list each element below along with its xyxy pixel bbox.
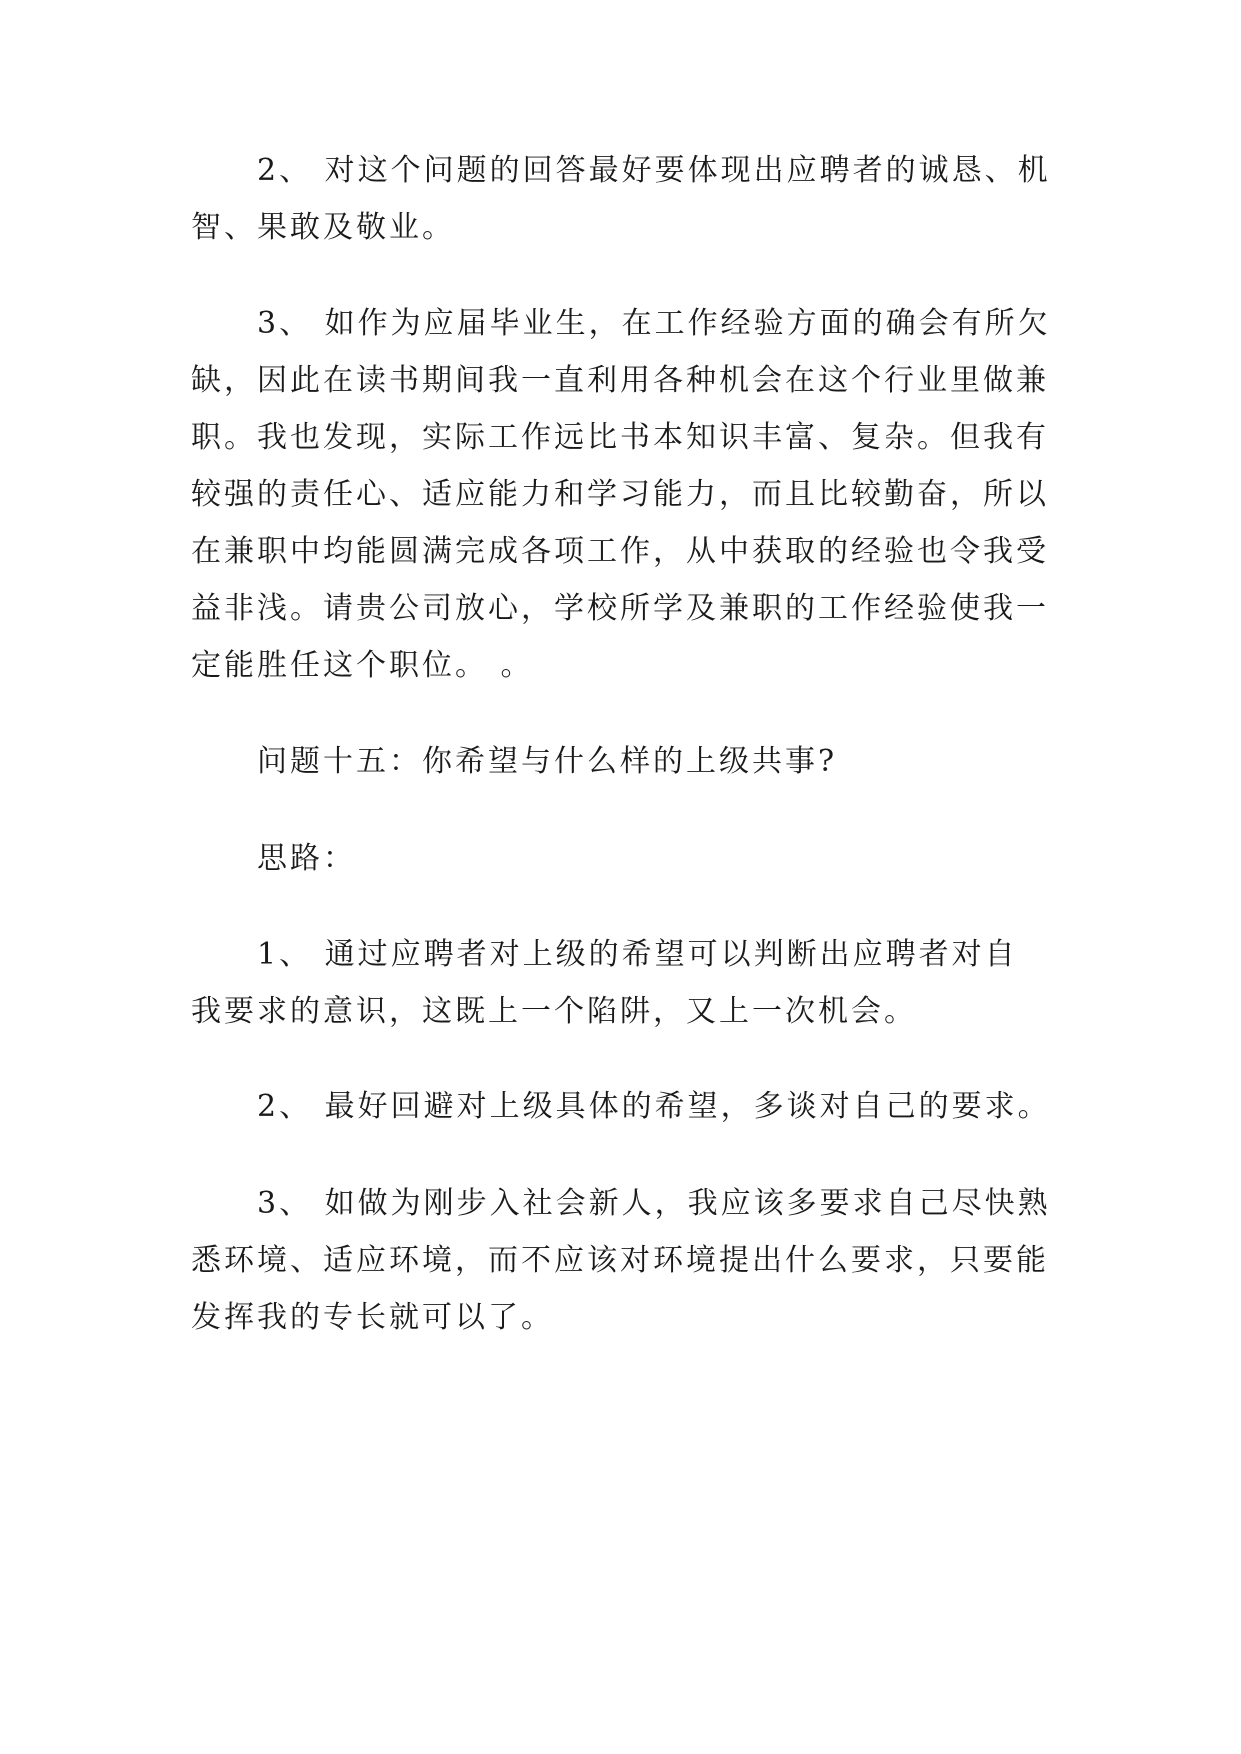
paragraph-line: 思路：: [257, 841, 356, 876]
paragraph-point-2-avoid: [191, 1078, 1071, 1135]
paragraph-line: 3、 如做为刚步入社会新人，我应该多要求自己尽快熟: [257, 1186, 1051, 1221]
paragraph-point-2-sincerity: [191, 142, 1071, 256]
paragraph-line: 在兼职中均能圆满完成各项工作，从中获取的经验也令我受: [191, 534, 1049, 569]
paragraph-line: 问题十五：你希望与什么样的上级共事?: [257, 744, 838, 779]
paragraph-line: 1、 通过应聘者对上级的希望可以判断出应聘者对自: [257, 937, 1018, 972]
paragraph-line: 职。我也发现，实际工作远比书本知识丰富、复杂。但我有: [191, 420, 1049, 455]
paragraph-point-3-graduate-answer: [191, 295, 1071, 694]
paragraph-question-15: [191, 733, 1071, 790]
paragraph-line: 发挥我的专长就可以了。: [191, 1300, 554, 1335]
paragraph-line: 定能胜任这个职位。 。: [191, 648, 534, 683]
paragraph-line: 3、 如作为应届毕业生，在工作经验方面的确会有所欠: [257, 306, 1051, 341]
paragraph-line: 我要求的意识，这既上一个陷阱，又上一次机会。: [191, 994, 917, 1029]
paragraph-line: 智、果敢及敬业。: [191, 210, 455, 245]
paragraph-line: 益非浅。请贵公司放心，学校所学及兼职的工作经验使我一: [191, 591, 1049, 626]
paragraph-point-3-newcomer: [191, 1175, 1071, 1346]
paragraph-line: 2、 最好回避对上级具体的希望，多谈对自己的要求。: [257, 1089, 1051, 1124]
paragraph-point-1-expectations: [191, 926, 1071, 1040]
paragraph-line: 悉环境、适应环境，而不应该对环境提出什么要求，只要能: [191, 1243, 1049, 1278]
paragraph-line: 2、 对这个问题的回答最好要体现出应聘者的诚恳、机: [257, 153, 1051, 188]
paragraph-line: 较强的责任心、适应能力和学习能力，而且比较勤奋，所以: [191, 477, 1049, 512]
paragraph-line: 缺，因此在读书期间我一直利用各种机会在这个行业里做兼: [191, 363, 1049, 398]
paragraph-approach-heading: [191, 830, 1071, 887]
